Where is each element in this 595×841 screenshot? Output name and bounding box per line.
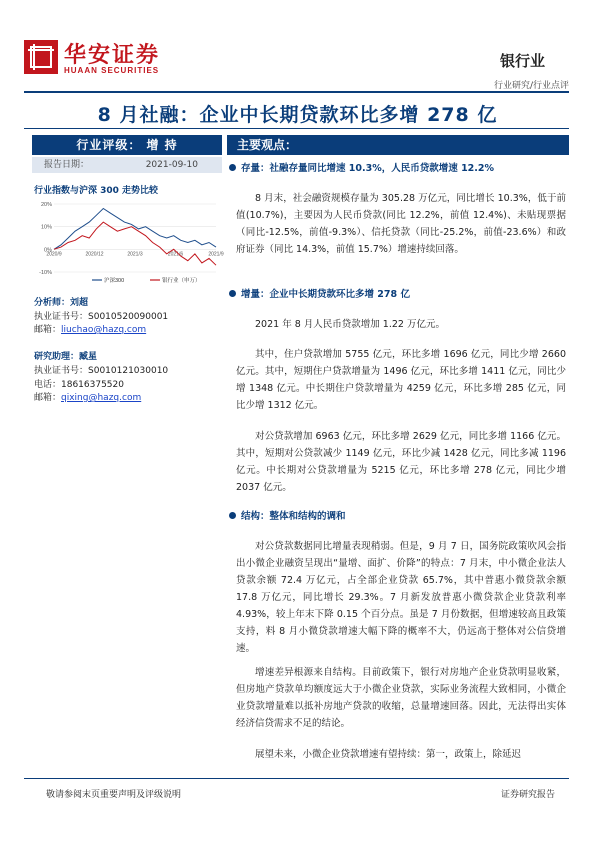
industry-label: 银行业 bbox=[499, 52, 545, 70]
bullet-dot-icon bbox=[229, 290, 236, 297]
analyst-heading: 分析师：刘超 bbox=[34, 298, 89, 308]
industry-rating: 行业评级： 增 持 bbox=[32, 135, 222, 155]
chart-series-line bbox=[54, 222, 216, 265]
paragraph: 8 月末，社会融资规模存量为 305.28 万亿元，同比增长 10.3%，低于前值(10.7%)，主要因为人民币贷款(同比 12.2%，前值 12.4%)、未贴现票据（同比-12.5%，前值-9.3%）、信托贷款（同比-25.2%，前值-23.6%）和政府证券（同比 14.3%，前值 15.7%）增速持续回落。 bbox=[236, 193, 566, 255]
paragraph: 其中，住户贷款增加 5755 亿元，环比多增 1696 亿元，同比少增 2660 亿元。其中，短期住户贷款增量为 1496 亿元，环比多增 1411 亿元，同比少增 1348 亿元。中长期住户贷款增量为 4259 亿元，环比多增 285 亿元，同比少增 1312 亿元。 bbox=[236, 349, 566, 411]
section-body bbox=[236, 538, 566, 657]
report-date-label: 报告日期： bbox=[44, 160, 90, 170]
paragraph: 2021 年 8 月人民币贷款增加 1.22 万亿元。 bbox=[255, 319, 445, 330]
report-date bbox=[32, 157, 222, 173]
section-body bbox=[236, 346, 566, 414]
footer-disclaimer: 敬请参阅末页重要声明及评级说明 bbox=[46, 790, 182, 800]
chart-y-tick-label: -10% bbox=[39, 270, 52, 276]
section-bullet bbox=[229, 286, 410, 300]
assistant-heading: 研究助理：臧星 bbox=[34, 352, 98, 362]
analyst-email-label: 邮箱： bbox=[34, 325, 62, 335]
section-body bbox=[236, 316, 566, 333]
section-body bbox=[236, 664, 566, 732]
paragraph: 对公贷款数据同比增量表现稍弱。但是，9 月 7 日，国务院政策吹风会指出小微企业融资呈现出“量增、面扩、价降”的特点：7 月末，中小微企业法人贷款余额 72.4 万亿元，占全部企业贷款 65.7%，其中普惠小微贷款余额 17.8 万亿元，同比增长 29.3%。7 月新发放普惠小微贷款企业贷款利率 4.93%，较上年末下降 0.15 个百分点。虽是 7 月份数据，但增速较高且政策支持，料 8 月小微贷款增速大幅下降的概率不大，仍远高于整体对公信贷增速。 bbox=[236, 541, 566, 654]
paragraph: 对公贷款增加 6963 亿元，环比多增 2629 亿元，同比多增 1166 亿元。其中，短期对公贷款减少 1149 亿元，环比少减 1428 亿元，同比多减 1196 亿元。中长期对公贷款增量为 5215 亿元，环比多增 278 亿元，同比少增 2037 亿元。 bbox=[236, 431, 566, 493]
section-heading: 增量：企业中长期贷款环比多增 278 亿 bbox=[241, 289, 410, 300]
report-date-value: 2021-09-10 bbox=[145, 160, 198, 170]
index-chart bbox=[32, 198, 222, 288]
chart-x-tick-label: 2021/3 bbox=[127, 251, 143, 258]
analyst-email-link[interactable]: liuchao@hazq.com bbox=[61, 325, 147, 335]
bullet-dot-icon bbox=[229, 164, 236, 171]
logo-subtitle: HUAAN SECURITIES bbox=[64, 66, 160, 75]
assistant-email-label: 邮箱： bbox=[34, 393, 62, 403]
index-chart-svg bbox=[32, 198, 222, 288]
assistant-phone: 电话：18616375520 bbox=[34, 380, 124, 390]
chart-title: 行业指数与沪深 300 走势比较 bbox=[34, 186, 159, 196]
report-type: 行业研究/行业点评 bbox=[493, 81, 569, 91]
footer-divider bbox=[24, 778, 569, 779]
section-bullet bbox=[229, 160, 494, 174]
report-title: 8 月社融：企业中长期贷款环比多增 278 亿 bbox=[97, 104, 498, 126]
paragraph: 展望未来，小微企业贷款增速有望持续：第一，政策上，除延迟 bbox=[255, 749, 522, 760]
section-heading: 存量：社融存量同比增速 10.3%，人民币贷款增速 12.2% bbox=[241, 163, 495, 174]
chart-legend-label: 沪深300 bbox=[104, 278, 125, 284]
chart-legend-label: 银行业（申万） bbox=[162, 278, 201, 284]
section-body bbox=[236, 428, 566, 496]
assistant-license: 执业证书号：S0010121030010 bbox=[34, 366, 169, 376]
footer-report-label: 证券研究报告 bbox=[500, 790, 555, 800]
chart-x-tick-label: 2021/6 bbox=[167, 251, 184, 258]
chart-x-tick-label: 2020/9 bbox=[46, 251, 62, 258]
analyst-license: 执业证书号：S0010520090001 bbox=[34, 312, 169, 322]
section-body bbox=[236, 746, 566, 763]
logo-text: 华安证券 bbox=[64, 42, 161, 68]
chart-y-tick-label: 10% bbox=[40, 224, 52, 231]
chart-y-tick-label: 0% bbox=[44, 247, 52, 254]
section-heading: 结构：整体和结构的调和 bbox=[241, 511, 346, 522]
header-divider bbox=[24, 91, 569, 93]
chart-x-tick-label: 2020/12 bbox=[85, 251, 104, 258]
chart-x-tick-label: 2021/9 bbox=[208, 251, 224, 258]
section-bullet bbox=[229, 508, 346, 522]
chart-y-tick-label: 20% bbox=[40, 202, 52, 208]
analyst-email-row bbox=[34, 322, 146, 335]
paragraph: 增速差异根源来自结构。目前政策下，银行对房地产企业贷款明显收紧，但房地产贷款单均额度远大于小微企业贷款，实际业务流程大致相同，小微企业贷款增量难以抵补房地产贷款的收缩，总量增速回落。因此，无法得出实体经济信贷需求不足的结论。 bbox=[236, 667, 566, 729]
main-viewpoint-heading: 主要观点： bbox=[227, 135, 569, 155]
bullet-dot-icon bbox=[229, 512, 236, 519]
title-divider bbox=[24, 128, 569, 129]
section-body bbox=[236, 190, 566, 258]
logo-mark bbox=[24, 40, 58, 74]
assistant-email-link[interactable]: qixing@hazq.com bbox=[61, 393, 142, 403]
assistant-email-row bbox=[34, 390, 141, 403]
